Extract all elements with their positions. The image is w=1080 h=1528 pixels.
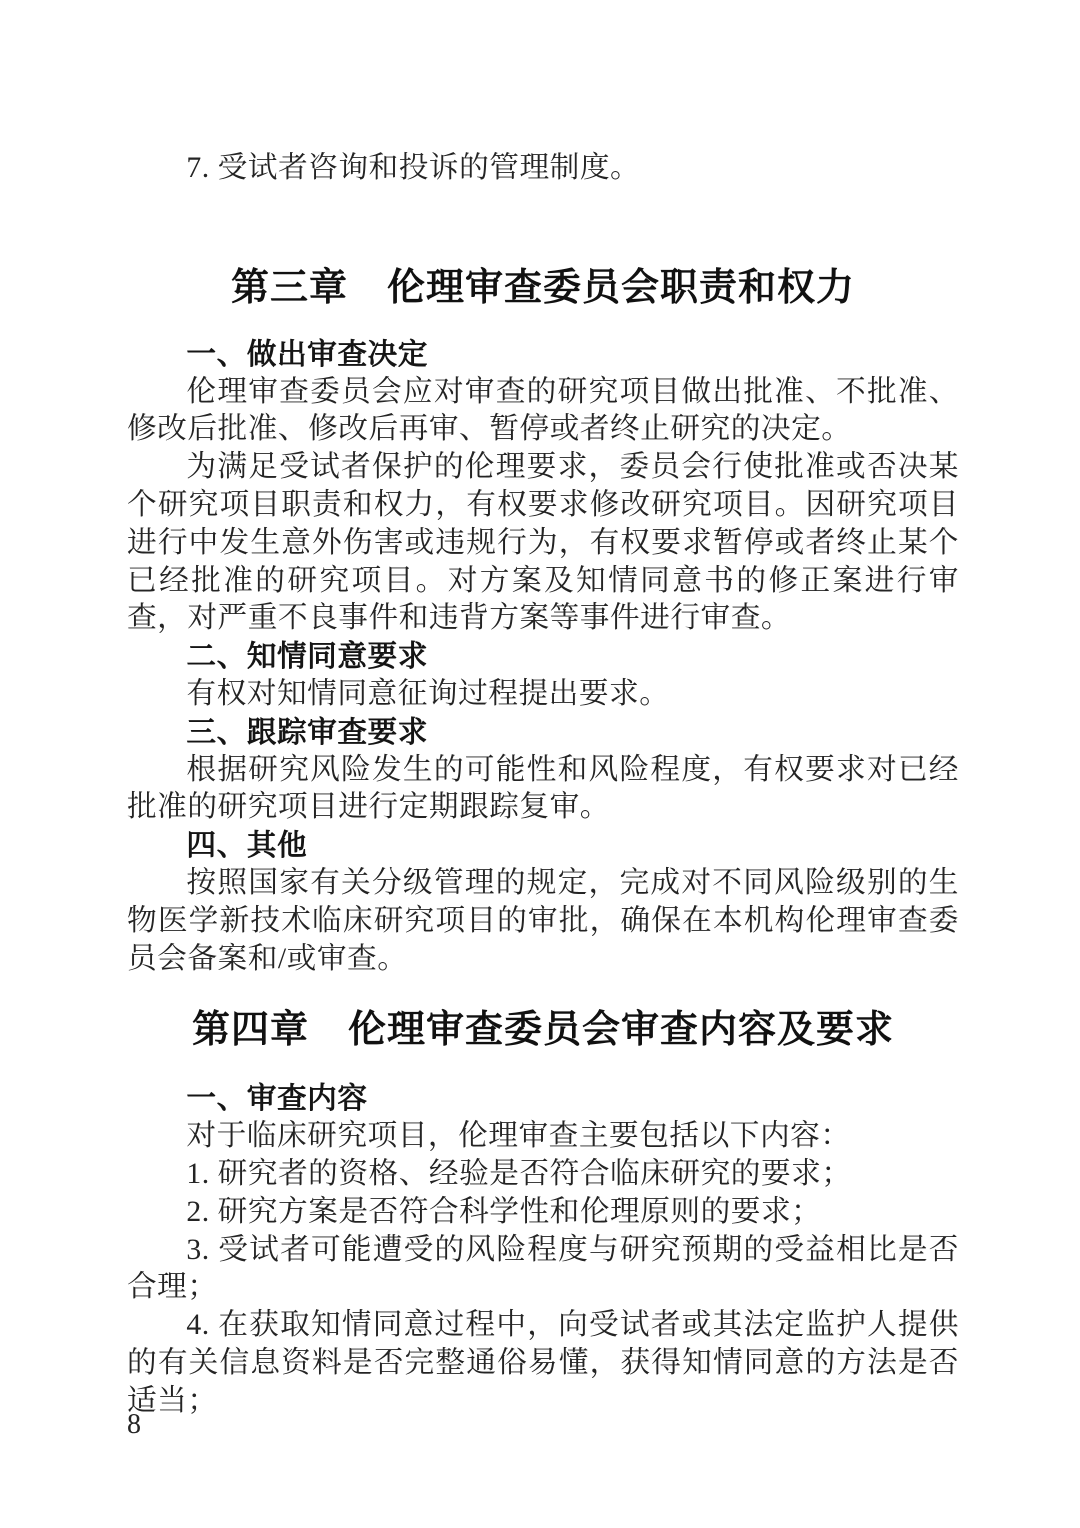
list-item-2: 2. 研究方案是否符合科学性和伦理原则的要求；	[186, 1195, 822, 1228]
paragraph-other: 按照国家有关分级管理的规定，完成对不同风险级别的生物医学新技术临床研究项目的审批，确保在本机构伦理审查委员会备案和/或审查。	[127, 866, 959, 975]
document-content	[127, 0, 959, 1421]
paragraph-informed-consent: 有权对知情同意征询过程提出要求。	[186, 677, 670, 710]
paragraph-review-decision-1: 伦理审查委员会应对审查的研究项目做出批准、不批准、修改后批准、修改后再审、暂停或者终止研究的决定。	[127, 375, 959, 446]
section-heading-other: 四、其他	[186, 829, 308, 863]
paragraph-item-7: 7. 受试者咨询和投诉的管理制度。	[186, 152, 641, 184]
section-heading-review-content: 一、审查内容	[186, 1082, 368, 1116]
chapter-3-heading: 第三章 伦理审查委员会职责和权力	[230, 266, 855, 309]
section-heading-make-review-decision: 一、做出审查决定	[186, 337, 428, 371]
paragraph-review-content-intro: 对于临床研究项目，伦理审查主要包括以下内容：	[186, 1120, 851, 1153]
paragraph-review-decision-2: 为满足受试者保护的伦理要求，委员会行使批准或否决某个研究项目职责和权力，有权要求修改研究项目。因研究项目进行中发生意外伤害或违规行为，有权要求暂停或者终止某个已经批准的研究项目。对方案及知情同意书的修正案进行审查，对严重不良事件和违背方案等事件进行审查。	[127, 451, 959, 635]
paragraph-follow-up-review: 根据研究风险发生的可能性和风险程度，有权要求对已经批准的研究项目进行定期跟踪复审。	[127, 753, 959, 824]
list-item-3: 3. 受试者可能遭受的风险程度与研究预期的受益相比是否合理；	[127, 1233, 959, 1304]
page-number: 8	[127, 1409, 141, 1440]
section-heading-informed-consent: 二、知情同意要求	[186, 640, 428, 674]
list-item-4: 4. 在获取知情同意过程中，向受试者或其法定监护人提供的有关信息资料是否完整通俗易懂，获得知情同意的方法是否适当；	[127, 1309, 959, 1417]
chapter-4-heading: 第四章 伦理审查委员会审查内容及要求	[191, 1009, 894, 1052]
section-heading-follow-up-review: 三、跟踪审查要求	[186, 715, 428, 749]
list-item-1: 1. 研究者的资格、经验是否符合临床研究的要求；	[186, 1157, 852, 1190]
